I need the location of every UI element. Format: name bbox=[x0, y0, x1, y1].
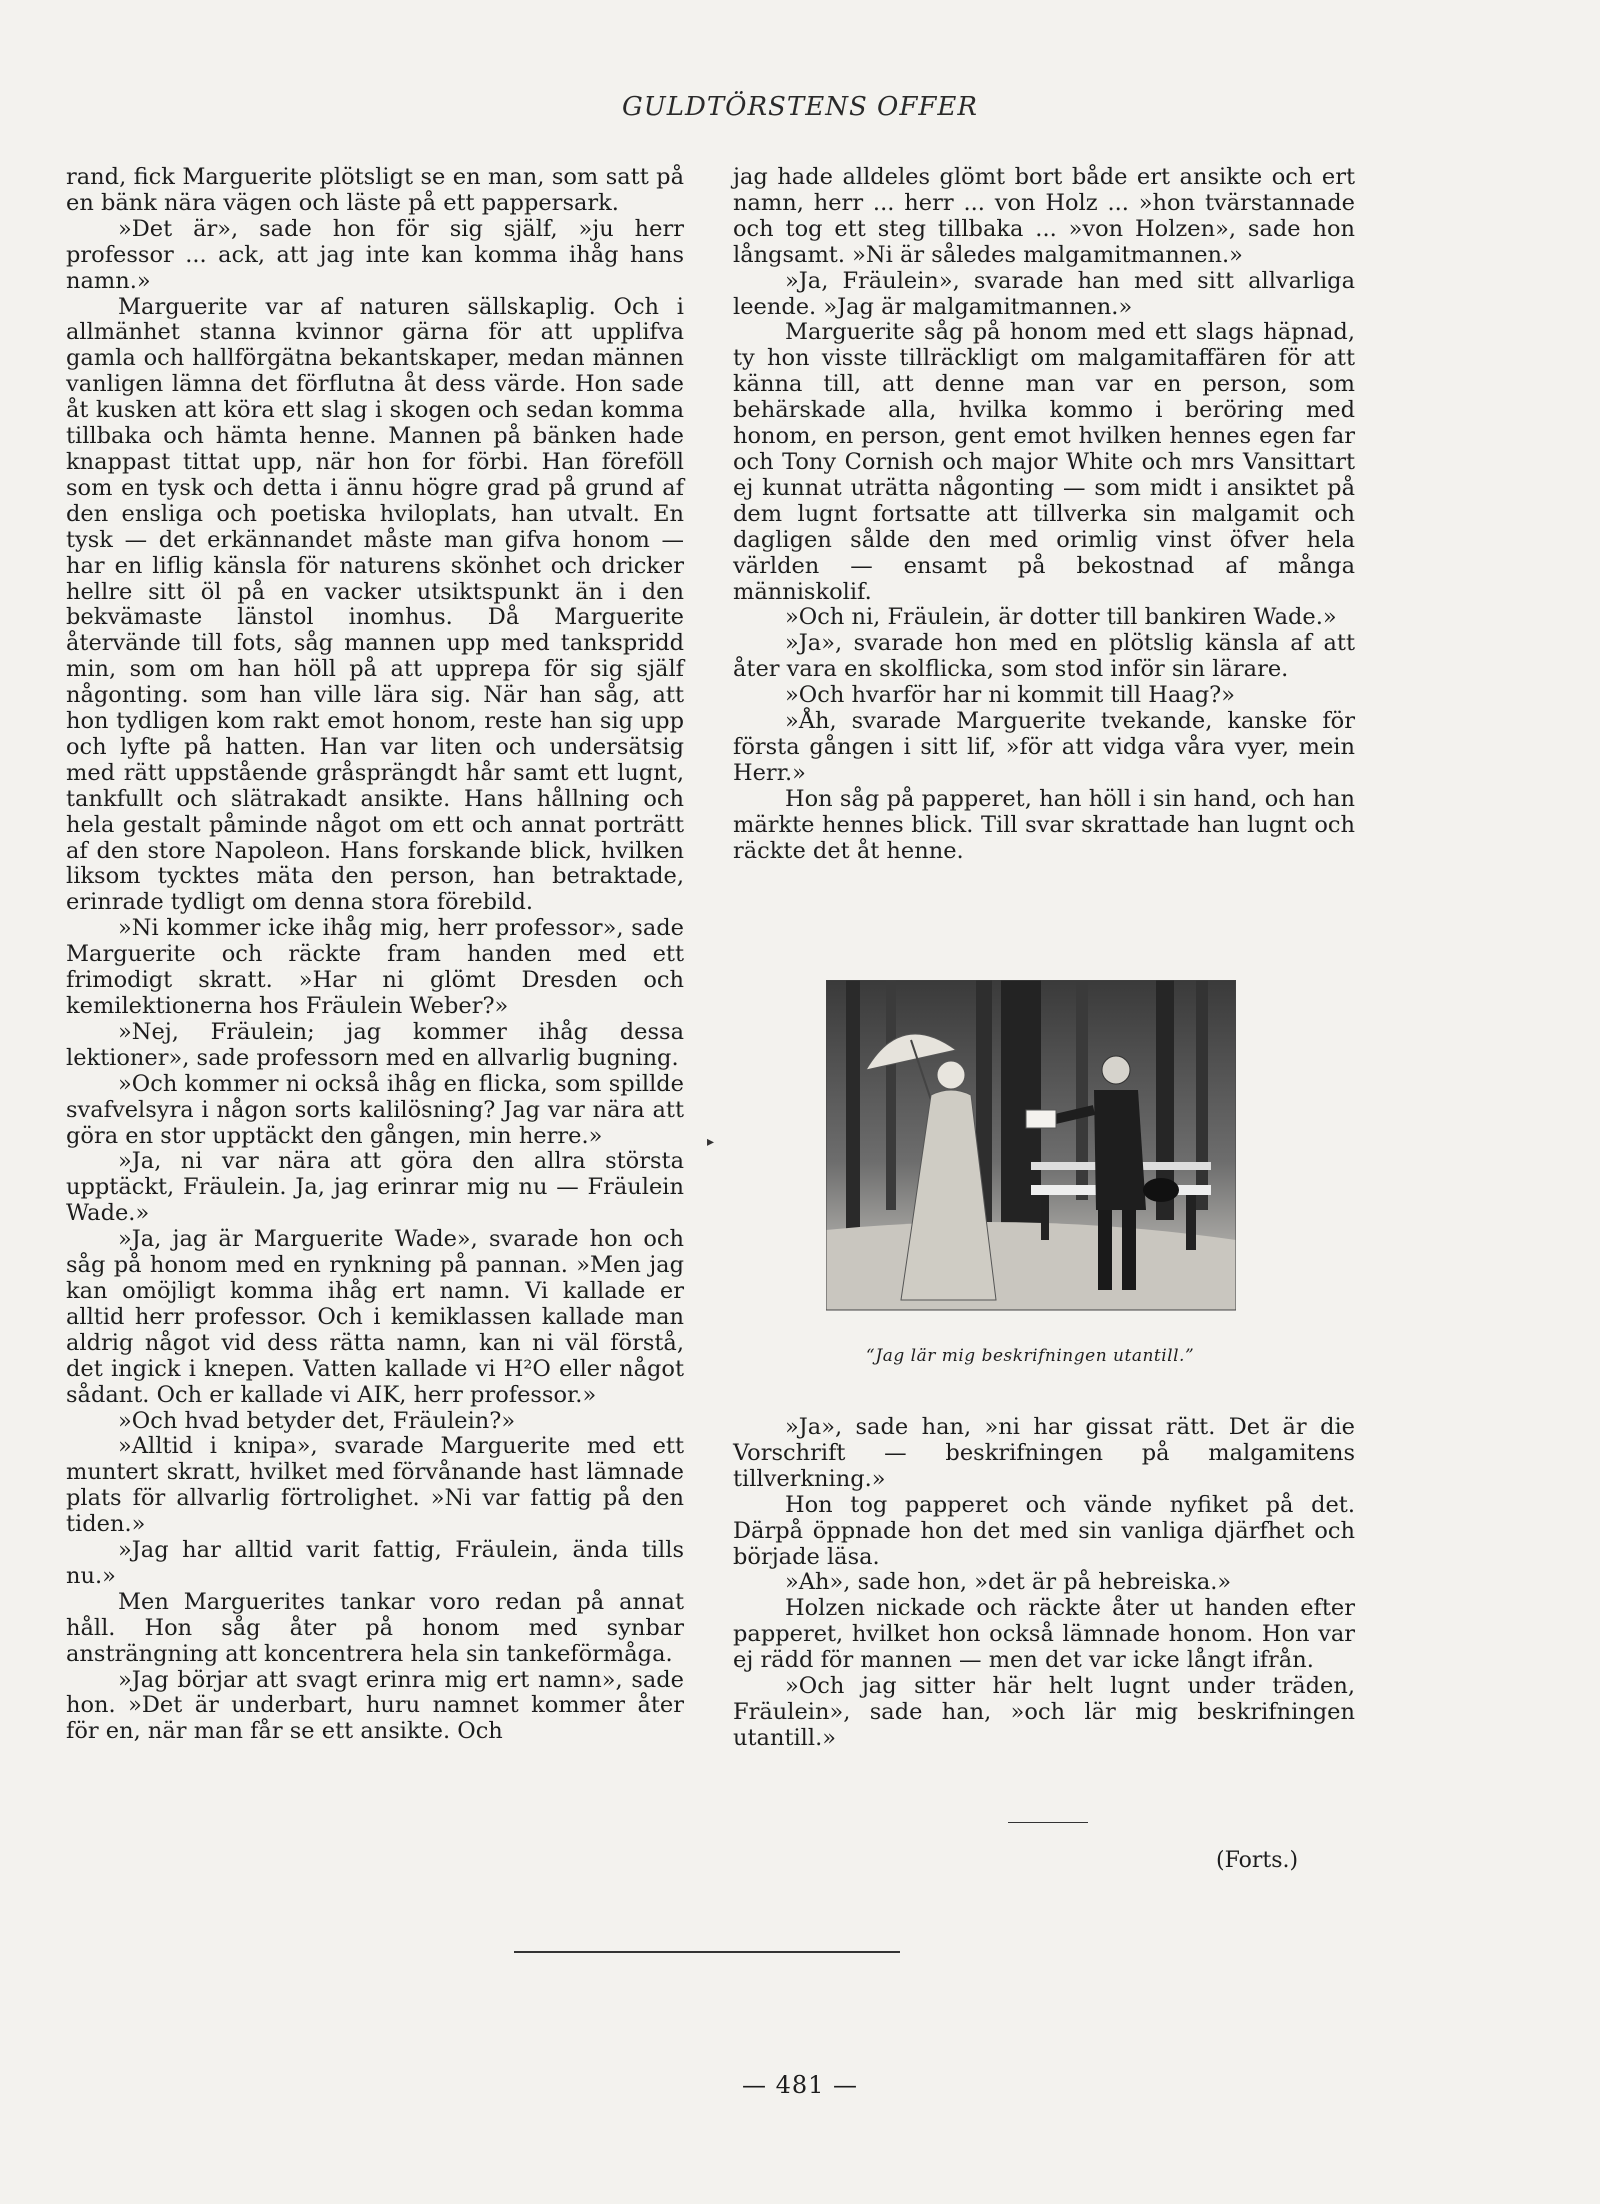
paragraph: »Och hvad betyder det, Fräulein?» bbox=[118, 1407, 516, 1434]
paragraph: »Och kommer ni också ihåg en flicka, som spillde svafvelsyra i någon sorts kalilösning? Jag var nära att göra en stor upptäckt den gången, min herre.» bbox=[66, 1070, 684, 1149]
illustration-caption: “Jag lär mig beskrifningen utantill.” bbox=[865, 1346, 1195, 1366]
paragraph: »Åh, svarade Marguerite tvekande, kanske för första gången i sitt lif, »för att vidga våra vyer, mein Herr.» bbox=[733, 708, 1355, 786]
paragraph: »Ja», sade han, »ni har gissat rätt. Det är die Vorschrift — beskrifningen på malgamitens tillverkning.» bbox=[733, 1414, 1355, 1492]
continued-note: (Forts.) bbox=[1216, 1848, 1299, 1873]
paragraph: jag hade alldeles glömt bort både ert ansikte och ert namn, herr ... herr ... von Holz ... »hon tvärstannade och tog ett steg tillbaka ... »von Holzen», sade hon långsamt. »Ni är således malgamitmannen.» bbox=[733, 164, 1355, 268]
paragraph: Men Marguerites tankar voro redan på annat håll. Hon såg åter på honom med synbar ansträngning att koncentrera hela sin tankeförmåga. bbox=[66, 1588, 684, 1667]
margin-mark: ▸ bbox=[707, 1134, 715, 1150]
paragraph: Hon tog papperet och vände nyfiket på det. Därpå öppnade hon det med sin vanliga djärfhet och började läsa. bbox=[733, 1491, 1355, 1570]
paragraph: »Och ni, Fräulein, är dotter till bankiren Wade.» bbox=[785, 604, 1337, 631]
paragraph: »Ja», svarade hon med en plötslig känsla af att åter vara en skolflicka, som stod inför sin lärare. bbox=[733, 630, 1355, 683]
illustration bbox=[826, 980, 1236, 1320]
engraving-park-scene-icon bbox=[826, 980, 1236, 1320]
paragraph: »Det är», sade hon för sig själf, »ju herr professor ... ack, att jag inte kan komma ihåg hans namn.» bbox=[66, 215, 684, 294]
footer-rule bbox=[514, 1951, 900, 1953]
right-column-bottom bbox=[733, 1415, 1355, 1752]
paragraph: »Ni kommer icke ihåg mig, herr professor», sade Marguerite och räckte fram handen med ett frimodigt skratt. »Har ni glömt Dresden och kemilektionerna hos Fräulein Weber?» bbox=[66, 915, 684, 1019]
paragraph: »Jag har alltid varit fattig, Fräulein, ända tills nu.» bbox=[66, 1537, 684, 1589]
page-number: — 481 — bbox=[741, 2071, 859, 2099]
paragraph: »Ja, ni var nära att göra den allra största upptäckt, Fräulein. Ja, jag erinrar mig nu — Fräulein Wade.» bbox=[66, 1148, 684, 1227]
running-head: GULDTÖRSTENS OFFER bbox=[622, 92, 978, 122]
paragraph: »Jag börjar att svagt erinra mig ert namn», sade hon. »Det är underbart, huru namnet kommer åter för en, när man får se ett ansikte. Och bbox=[66, 1666, 684, 1745]
paragraph: rand, fick Marguerite plötsligt se en man, som satt på en bänk nära vägen och läste på ett pappersark. bbox=[66, 164, 684, 216]
paragraph: »Ja, Fräulein», svarade han med sitt allvarliga leende. »Jag är malgamitmannen.» bbox=[733, 267, 1355, 320]
paragraph: Hon såg på papperet, han höll i sin hand, och han märkte hennes blick. Till svar skrattade han lugnt och räckte det åt henne. bbox=[733, 785, 1355, 864]
paragraph: Holzen nickade och räckte åter ut handen efter papperet, hvilket hon också lämnade honom. Hon var ej rädd för mannen — men det var icke långt ifrån. bbox=[733, 1595, 1355, 1674]
paragraph: »Och jag sitter här helt lugnt under träden, Fräulein», sade han, »och lär mig beskrifningen utantill.» bbox=[733, 1673, 1355, 1751]
section-rule bbox=[1008, 1822, 1088, 1823]
paragraph: »Nej, Fräulein; jag kommer ihåg dessa lektioner», sade professorn med en allvarlig bugning. bbox=[66, 1018, 684, 1071]
right-column-top bbox=[733, 165, 1355, 864]
left-column bbox=[66, 165, 684, 1745]
paragraph: Marguerite såg på honom med ett slags häpnad, ty hon visste tillräckligt om malgamitaffären för att känna till, att denne man var en person, som behärskade alla, hvilka kommo i beröring med honom, en person, gent emot hvilken hennes egen far och Tony Cornish och major White och mrs Vansittart ej kunnat uträtta någonting — som midt i ansiktet på dem lugnt fortsatte att tillverka sin malgamit och dagligen sålde den med orimlig vinst öfver hela världen — ensamt på bekostnad af många människolif. bbox=[733, 319, 1355, 605]
paragraph: »Ah», sade hon, »det är på hebreiska.» bbox=[785, 1569, 1232, 1596]
paragraph: »Ja, jag är Marguerite Wade», svarade hon och såg på honom med en rynkning på pannan. »Men jag kan omöjligt komma ihåg ert namn. Vi kallade er alltid herr professor. Och i kemiklassen kallade man aldrig något vid dess rätta namn, kan ni väl förstå, det ingick i knepen. Vatten kallade vi H²O eller något sådant. Och er kallade vi AIK, herr professor.» bbox=[66, 1226, 684, 1408]
paragraph: »Alltid i knipa», svarade Marguerite med ett muntert skratt, hvilket med förvånande hast lämnade plats för allvarlig förtrolighet. »Ni var fattig på den tiden.» bbox=[66, 1433, 684, 1538]
paragraph: Marguerite var af naturen sällskaplig. Och i allmänhet stanna kvinnor gärna för att upplifva gamla och hallförgätna bekantskaper, medan männen vanligen lämna det förflutna åt dess värde. Hon sade åt kusken att köra ett slag i skogen och sedan komma tillbaka och hämta henne. Mannen på bänken hade knappast tittat upp, när hon for förbi. Han föreföll som en tysk och detta i ännu högre grad på grund af den ensliga och poetiska hviloplats, han utvalt. En tysk — det erkännandet måste man gifva honom — har en liflig känsla för naturens skönhet och dricker hellre sitt öl på en vacker utsiktspunkt än i den bekvämaste länstol inomhus. Då Marguerite återvände till fots, såg mannen upp med tankspridd min, som om han höll på att upprepa för sig själf någonting. som han ville lära sig. När han såg, att hon tydligen kom rakt emot honom, reste han sig upp och lyfte på hatten. Han var liten och undersätsig med rätt uppstående gråsprängdt hår samt ett lugnt, tankfullt och slätrakadt ansikte. Hans hållning och hela gestalt påminde något om ett och annat porträtt af den store Napoleon. Hans forskande blick, hvilken liksom tycktes mäta den person, han betraktade, erinrade tydligt om denna stora förebild. bbox=[66, 293, 684, 916]
paragraph: »Och hvarför har ni kommit till Haag?» bbox=[785, 682, 1235, 709]
